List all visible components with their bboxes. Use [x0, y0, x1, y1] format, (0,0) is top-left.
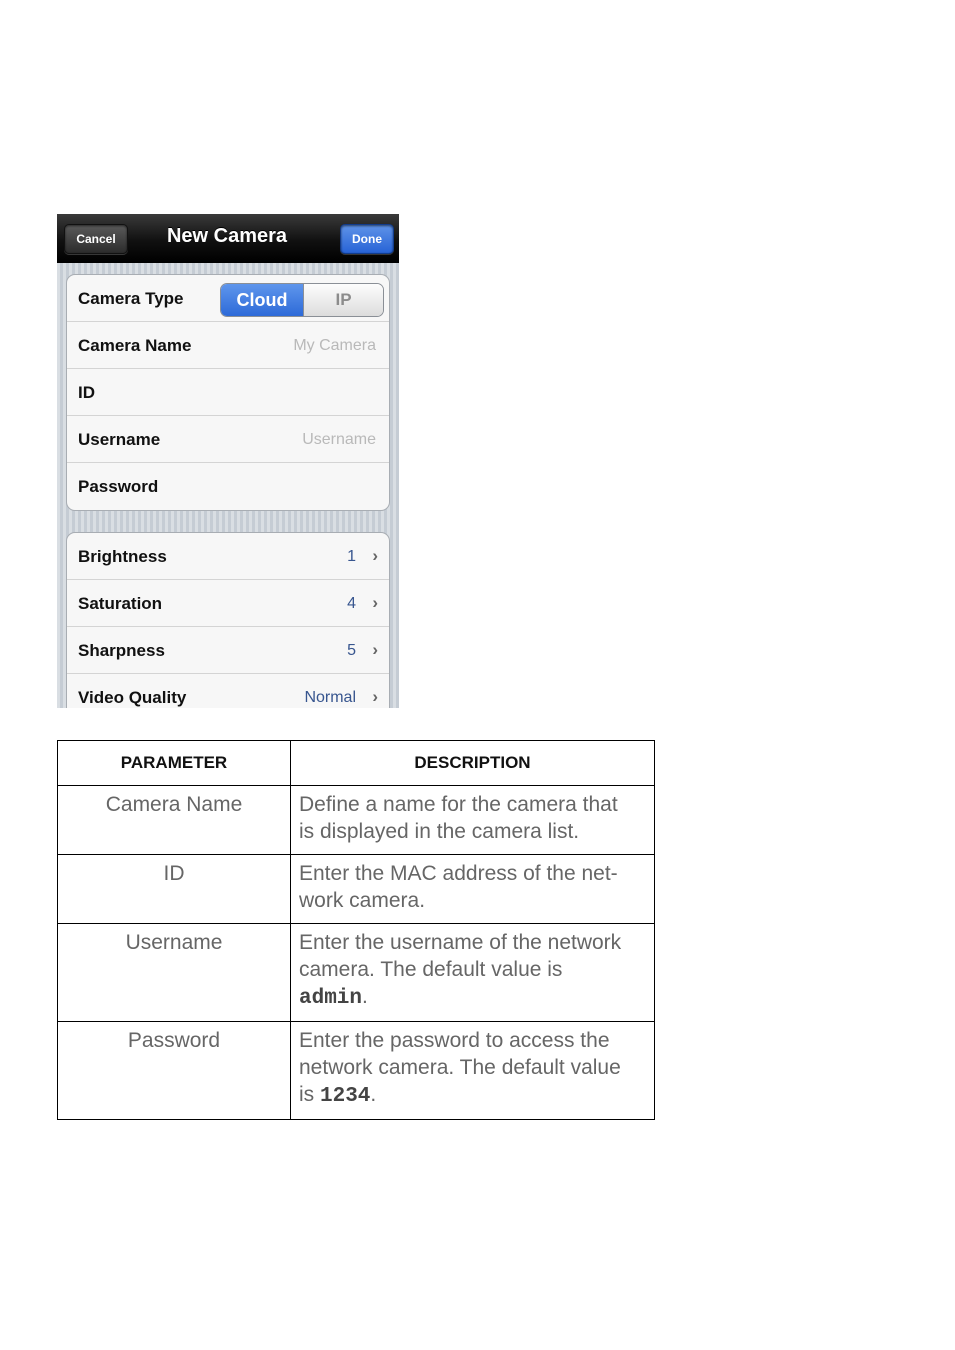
table-row	[58, 1022, 655, 1120]
description-line: camera. The default value is	[299, 958, 563, 981]
description-line: is	[299, 1083, 320, 1106]
username-field[interactable]: Username	[302, 431, 376, 448]
video-quality-value: Normal	[304, 689, 356, 706]
navigation-bar	[57, 214, 399, 263]
description-cell	[291, 786, 655, 855]
parameter-table	[57, 740, 655, 1120]
default-value-code: admin	[299, 987, 363, 1010]
sharpness-row[interactable]	[67, 627, 389, 674]
saturation-label: Saturation	[78, 594, 163, 613]
camera-name-field[interactable]: My Camera	[293, 337, 376, 354]
description-line: is displayed in the camera list.	[299, 820, 580, 843]
camera-type-segmented-control	[220, 283, 384, 317]
table-row	[58, 855, 655, 924]
parameter-cell: Username	[58, 924, 291, 1022]
description-cell	[291, 1022, 655, 1120]
description-cell	[291, 924, 655, 1022]
table-row	[58, 924, 655, 1022]
camera-type-row	[67, 275, 389, 322]
brightness-row[interactable]	[67, 533, 389, 580]
sharpness-label: Sharpness	[78, 641, 165, 660]
description-line: Enter the password to access the	[299, 1029, 610, 1052]
sentence-end: .	[362, 985, 368, 1008]
sentence-end: .	[370, 1083, 377, 1106]
id-label: ID	[78, 383, 95, 402]
parameter-cell: ID	[58, 855, 291, 924]
video-quality-row[interactable]	[67, 674, 389, 708]
camera-name-row[interactable]	[67, 322, 389, 369]
description-cell	[291, 855, 655, 924]
image-settings-group	[66, 532, 390, 708]
username-row[interactable]	[67, 416, 389, 463]
table-header-row	[58, 741, 655, 786]
phone-screenshot	[57, 214, 399, 708]
username-label: Username	[78, 430, 161, 449]
page-title: New Camera	[166, 225, 288, 247]
description-line: Enter the username of the network	[299, 931, 622, 954]
table-row	[58, 786, 655, 855]
parameter-cell: Camera Name	[58, 786, 291, 855]
default-value-code: 1234	[320, 1085, 371, 1108]
camera-info-group	[66, 274, 390, 511]
brightness-value: 1	[347, 548, 356, 565]
done-button[interactable]: Done	[340, 224, 394, 254]
camera-name-label: Camera Name	[78, 336, 192, 355]
description-line: Enter the MAC address of the net-	[299, 862, 618, 885]
segment-ip[interactable]: IP	[303, 284, 383, 316]
video-quality-label: Video Quality	[78, 688, 187, 707]
cancel-button[interactable]: Cancel	[64, 224, 128, 254]
parameter-cell: Password	[58, 1022, 291, 1120]
description-line: network camera. The default value	[299, 1056, 621, 1079]
description-line: work camera.	[299, 889, 426, 912]
saturation-value: 4	[347, 595, 356, 612]
chevron-right-icon: ›	[372, 687, 378, 706]
segment-cloud[interactable]: Cloud	[221, 284, 303, 316]
chevron-right-icon: ›	[372, 593, 378, 612]
saturation-row[interactable]	[67, 580, 389, 627]
sharpness-value: 5	[347, 642, 356, 659]
description-line: Define a name for the camera that	[299, 793, 618, 816]
chevron-right-icon: ›	[372, 546, 378, 565]
password-label: Password	[78, 477, 159, 496]
description-header: DESCRIPTION	[291, 741, 655, 786]
camera-type-label: Camera Type	[78, 289, 184, 308]
brightness-label: Brightness	[78, 547, 167, 566]
id-row[interactable]	[67, 369, 389, 416]
parameter-header: PARAMETER	[58, 741, 291, 786]
password-row[interactable]	[67, 463, 389, 510]
chevron-right-icon: ›	[372, 640, 378, 659]
